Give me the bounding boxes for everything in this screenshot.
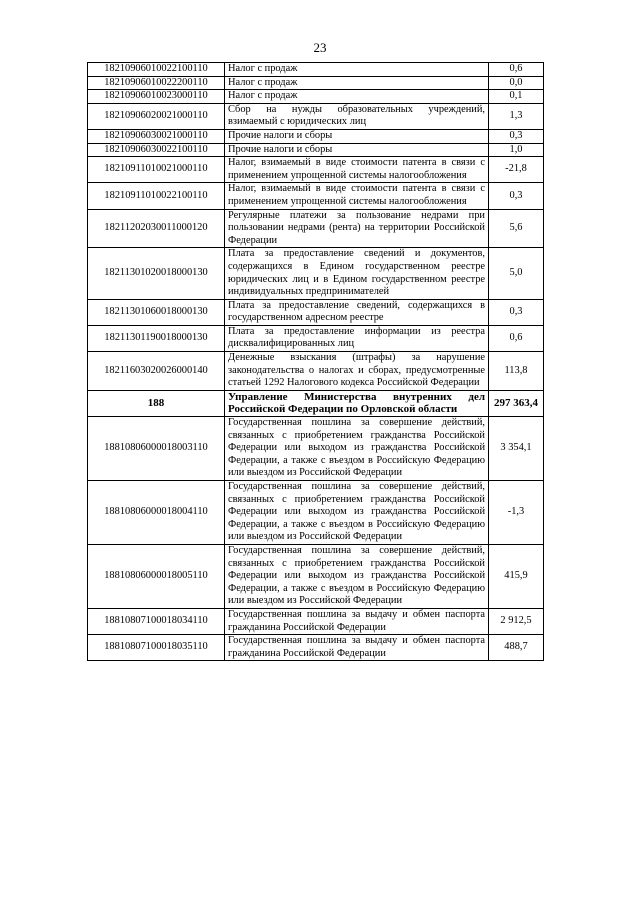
budget-code-cell: 18211202030011000120 [88,209,225,248]
budget-code-cell: 18211301020018000130 [88,248,225,299]
budget-code-cell: 18210911010022100110 [88,183,225,209]
amount-cell: 0,3 [489,299,544,325]
revenue-name-cell: Регулярные платежи за пользование недрами при пользовании недрами (рента) на территории Российской Федерации [225,209,489,248]
budget-code-cell: 18210906030022100110 [88,143,225,157]
budget-code-cell: 18211301060018000130 [88,299,225,325]
budget-code-cell: 188 [88,390,225,416]
revenue-name-cell: Государственная пошлина за совершение действий, связанных с приобретением гражданства Российской Федерации или выходом из гражданства Российской Федерации, а также с въездом в Российскую Федерацию или выездом из Российской Федерации [225,544,489,608]
amount-cell: 0,6 [489,63,544,77]
revenue-name-cell: Прочие налоги и сборы [225,129,489,143]
revenue-name-cell: Государственная пошлина за совершение действий, связанных с приобретением гражданства Российской Федерации или выходом из гражданства Российской Федерации, а также с въездом в Российскую Федерацию или выездом из Российской Федерации [225,417,489,481]
budget-code-cell: 18210906010022200110 [88,76,225,90]
budget-code-cell: 18211301190018000130 [88,325,225,351]
budget-code-cell: 18810807100018034110 [88,608,225,634]
budget-code-cell: 18810807100018035110 [88,635,225,661]
table-row [88,129,544,143]
revenue-name-cell: Налог с продаж [225,76,489,90]
budget-code-cell: 18210906020021000110 [88,103,225,129]
amount-cell: 415,9 [489,544,544,608]
table-row [88,417,544,481]
budget-code-cell: 18810806000018004110 [88,481,225,545]
budget-code-cell: 18810806000018005110 [88,544,225,608]
table-row [88,90,544,104]
budget-code-cell: 18210906030021000110 [88,129,225,143]
revenue-name-cell: Плата за предоставление сведений и документов, содержащихся в Едином государственном реестре юридических лиц и в Едином государственном реестре индивидуальных предпринимателей [225,248,489,299]
budget-code-cell: 18210906010023000110 [88,90,225,104]
table-row [88,352,544,391]
amount-cell: 113,8 [489,352,544,391]
amount-cell: 2 912,5 [489,608,544,634]
revenue-name-cell: Государственная пошлина за выдачу и обмен паспорта гражданина Российской Федерации [225,635,489,661]
amount-cell: 5,6 [489,209,544,248]
amount-cell: 0,1 [489,90,544,104]
table-row [88,248,544,299]
page-number: 23 [313,40,327,55]
revenue-name-cell: Денежные взыскания (штрафы) за нарушение законодательства о налогах и сборах, предусмотренные статьей 1292 Налогового кодекса Российской Федерации [225,352,489,391]
amount-cell: 488,7 [489,635,544,661]
revenue-name-cell: Налог, взимаемый в виде стоимости патента в связи с применением упрощенной системы налогообложения [225,183,489,209]
revenue-name-cell: Управление Министерства внутренних дел Российской Федерации по Орловской области [225,390,489,416]
table-row [88,390,544,416]
amount-cell: 1,3 [489,103,544,129]
budget-code-cell: 18211603020026000140 [88,352,225,391]
revenue-name-cell: Плата за предоставление сведений, содержащихся в государственном адресном реестре [225,299,489,325]
table-row [88,635,544,661]
table-body [88,63,544,661]
table-row [88,183,544,209]
revenue-name-cell: Государственная пошлина за совершение действий, связанных с приобретением гражданства Российской Федерации или выходом из гражданства Российской Федерации, а также с въездом в Российскую Федерацию или выездом из Российской Федерации [225,481,489,545]
amount-cell: 0,6 [489,325,544,351]
amount-cell: 3 354,1 [489,417,544,481]
amount-cell: -1,3 [489,481,544,545]
amount-cell: 0,3 [489,183,544,209]
revenue-name-cell: Государственная пошлина за выдачу и обмен паспорта гражданина Российской Федерации [225,608,489,634]
table-row [88,103,544,129]
amount-cell: 0,3 [489,129,544,143]
amount-cell: -21,8 [489,157,544,183]
table-row [88,209,544,248]
revenue-name-cell: Налог, взимаемый в виде стоимости патента в связи с применением упрощенной системы налогообложения [225,157,489,183]
revenue-name-cell: Сбор на нужды образовательных учреждений, взимаемый с юридических лиц [225,103,489,129]
revenue-name-cell: Налог с продаж [225,63,489,77]
budget-revenue-table [87,62,544,661]
amount-cell: 5,0 [489,248,544,299]
budget-code-cell: 18210906010022100110 [88,63,225,77]
amount-cell: 0,0 [489,76,544,90]
table-row [88,76,544,90]
table-row [88,63,544,77]
budget-code-cell: 18810806000018003110 [88,417,225,481]
table-row [88,544,544,608]
revenue-name-cell: Налог с продаж [225,90,489,104]
table-row [88,481,544,545]
table-row [88,325,544,351]
revenue-name-cell: Плата за предоставление информации из реестра дисквалифицированных лиц [225,325,489,351]
amount-cell: 297 363,4 [489,390,544,416]
table-row [88,143,544,157]
table-row [88,157,544,183]
amount-cell: 1,0 [489,143,544,157]
budget-code-cell: 18210911010021000110 [88,157,225,183]
revenue-name-cell: Прочие налоги и сборы [225,143,489,157]
table-row [88,608,544,634]
table-row [88,299,544,325]
